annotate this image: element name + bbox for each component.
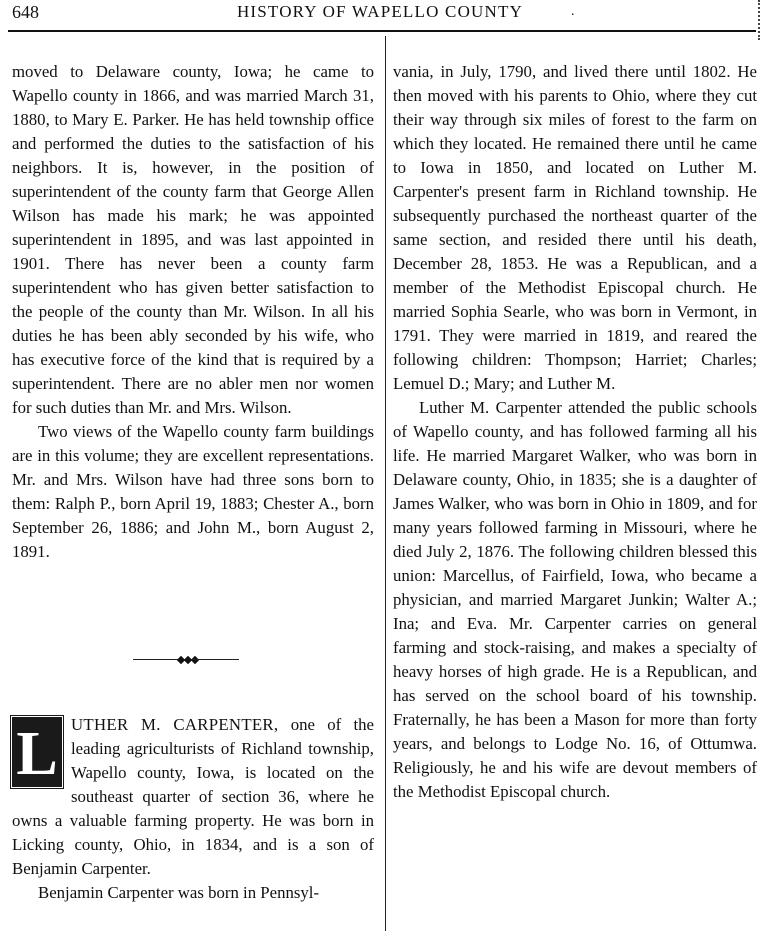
- header-rule: [8, 30, 756, 32]
- page-header: [0, 0, 760, 30]
- wilson-paragraph-2: Two views of the Wapello county farm buildings are in this volume; they are excellent representations. Mr. and Mrs. Wilson have had three sons born to them: Ralph P., born April 19, 1883; Chester A., born September 26, 1886; and John M., born August 2, 1891.: [12, 422, 374, 561]
- header-mark: .: [571, 4, 575, 19]
- drop-cap: L: [12, 717, 62, 787]
- section-ornament: [133, 655, 239, 665]
- right-column: [393, 60, 757, 804]
- page-number: 648: [12, 2, 39, 22]
- carpenter-name: UTHER M. CARPENTER,: [71, 715, 279, 734]
- ornament-diamond: [191, 656, 199, 664]
- page-edge-marks: [752, 0, 760, 40]
- luther-paragraph: Luther M. Carpenter attended the public schools of Wapello county, and has followed farming all his life. He married Margaret Walker, who was born in Delaware county, Ohio, in 1835; she is a daughter of James Walker, who was born in Ohio in 1809, and for many years followed farming in Missouri, where he died July 2, 1876. The following children blessed this union: Marcellus, of Fairfield, Iowa, who became a physician, and married Margaret Junkin; Walter A.; Ina; and Eva. Mr. Carpenter carries on general farming and stock-raising, and makes a specialty of heavy horses of high grade. He is a Republican, and has served on the school board of his township. Fraternally, he has been a Mason for more than forty years, and belongs to Lodge No. 16, of Ottumwa. Religiously, he and his wife are devout members of the Methodist Episcopal church.: [393, 398, 757, 801]
- carpenter-paragraph-1: [12, 713, 374, 881]
- carpenter-paragraph-1-text: one of the leading agriculturists of Richland township, Wapello county, Iowa, is located on the southeast quarter of section 36, where he owns a valuable farming property. He was born in Licking county, Ohio, in 1834, and is a son of Benjamin Carpenter.: [12, 715, 374, 878]
- column-divider: [385, 36, 386, 931]
- ornament-line-left: [133, 659, 181, 660]
- benjamin-paragraph: vania, in July, 1790, and lived there until 1802. He then moved with his parents to Ohio, where they cut their way through six miles of forest to the farm on which they located. He remained there until he came to Iowa in 1850, and located on Luther M. Carpenter's present farm in Richland township. He subsequently purchased the northeast quarter of the same section, and resided there until his death, December 28, 1853. He was a Republican, and a member of the Methodist Episcopal church. He married Sophia Searle, who was born in Vermont, in 1791. They were married in 1819, and reared the following children: Thompson; Harriet; Charles; Lemuel D.; Mary; and Luther M.: [393, 62, 757, 393]
- wilson-paragraph-1: moved to Delaware county, Iowa; he came to Wapello county in 1866, and was married March 31, 1880, to Mary E. Parker. He has held township office and performed the duties to the satisfaction of his neighbors. It is, however, in the position of superintendent of the county farm that George Allen Wilson has made his mark; he was appointed superintendent in 1895, and was last appointed in 1901. There has never been a county farm superintendent who has given better satisfaction to the people of the county than Mr. Wilson. In all his duties he has been ably seconded by his wife, who has executive force of the kind that is required by a superintendent. There are no abler men nor women for such duties than Mr. and Mrs. Wilson.: [12, 62, 374, 417]
- left-column: [12, 60, 374, 564]
- ornament-line-right: [191, 659, 239, 660]
- carpenter-paragraph-2: Benjamin Carpenter was born in Pennsyl-: [38, 883, 320, 902]
- carpenter-biography: [12, 713, 374, 905]
- running-title: HISTORY OF WAPELLO COUNTY: [236, 2, 524, 21]
